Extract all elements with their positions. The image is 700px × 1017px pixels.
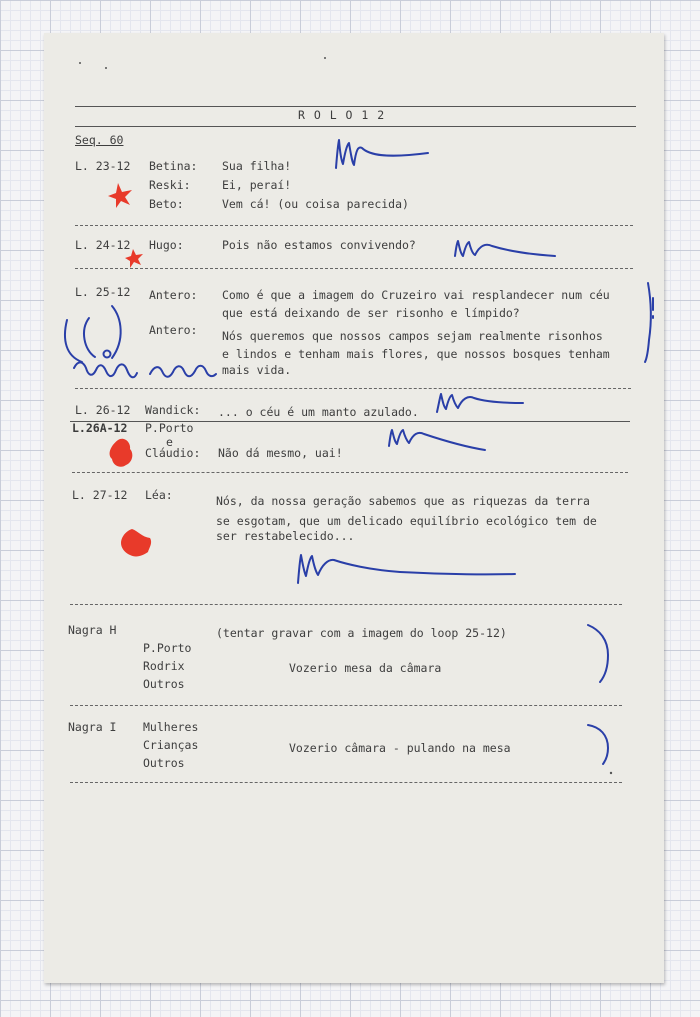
speaker: Hugo: (149, 238, 184, 252)
entry-number: L. 26-12 (75, 403, 131, 417)
nagra-description: Vozerio câmara - pulando na mesa (289, 741, 511, 755)
pencil-dot (610, 772, 612, 774)
speaker: Antero: (149, 323, 198, 337)
handwritten-paren (112, 306, 121, 358)
nagra-person: Crianças (143, 738, 199, 752)
pencil-dot (79, 62, 81, 64)
nagra-person: Outros (143, 677, 185, 691)
dialogue-line: se esgotam, que um delicado equilíbrio ecológico tem de (216, 514, 597, 528)
entry-number: L. 23-12 (75, 159, 131, 173)
nagra-person: P.Porto (143, 641, 192, 655)
dialogue-line: Ei, peraí! (222, 178, 292, 192)
speaker: P.Porto (145, 421, 194, 435)
handwritten-bracket (645, 283, 651, 362)
dialogue-line: Nós, da nossa geração sabemos que as riquezas da terra (216, 494, 590, 508)
speaker: Léa: (145, 488, 173, 502)
dialogue-line: mais vida. (222, 363, 292, 377)
entry-number: L. 27-12 (72, 488, 128, 502)
handwritten-signature (455, 241, 555, 256)
pencil-dot (105, 67, 107, 69)
handwritten-circle (104, 351, 111, 358)
nagra-person: Rodrix (143, 659, 185, 673)
handwritten-paren (84, 318, 95, 357)
handwritten-signature (336, 140, 428, 168)
dialogue-line: Sua filha! (222, 159, 292, 173)
handwritten-question (65, 320, 82, 362)
speaker: Beto: (149, 197, 184, 211)
entry-number: L. 24-12 (75, 238, 131, 252)
handwritten-bracket (588, 625, 608, 682)
handwritten-bracket (588, 725, 608, 764)
entry-number: L.26A-12 (72, 421, 128, 435)
speaker: Wandick: (145, 403, 201, 417)
handwritten-signature (298, 555, 515, 583)
dialogue-line: Pois não estamos convivendo? (222, 238, 416, 252)
handwritten-signature (437, 394, 523, 412)
speaker: Antero: (149, 288, 198, 302)
red-marker (125, 249, 143, 268)
nagra-label: Nagra I (68, 720, 117, 734)
speaker: Cláudio: (145, 446, 201, 460)
speaker: Reski: (149, 178, 191, 192)
handwritten-note (74, 362, 216, 377)
nagra-person: Mulheres (143, 720, 199, 734)
entry-number: L. 25-12 (75, 285, 131, 299)
dialogue-line: Não dá mesmo, uai! (218, 446, 343, 460)
handwritten-signature (389, 430, 485, 450)
sequence-label: Seq. 60 (75, 133, 124, 147)
dialogue-line: Vem cá! (ou coisa parecida) (222, 197, 409, 211)
nagra-description: Vozerio mesa da câmara (289, 661, 442, 675)
speaker: Betina: (149, 159, 198, 173)
red-marker (110, 439, 133, 467)
dialogue-line: Nós queremos que nossos campos sejam realmente risonhos (222, 329, 603, 343)
page-title: R O L O 1 2 (298, 108, 386, 122)
dialogue-line: que está deixando de ser risonho e límpido? (222, 306, 520, 320)
dialogue-line: ... o céu é um manto azulado. (218, 405, 419, 419)
speaker-conjunction: e (166, 435, 173, 449)
dialogue-line: e lindos e tenham mais flores, que nossos bosques tenham (222, 347, 610, 361)
dialogue-line: ser restabelecido... (216, 529, 355, 543)
red-marker (121, 529, 151, 556)
pencil-dot (324, 57, 326, 59)
red-marker (108, 183, 132, 208)
nagra-person: Outros (143, 756, 185, 770)
nagra-label: Nagra H (68, 623, 117, 637)
nagra-note: (tentar gravar com a imagem do loop 25-12) (216, 626, 507, 640)
dialogue-line: Como é que a imagem do Cruzeiro vai resplandecer num céu (222, 288, 610, 302)
